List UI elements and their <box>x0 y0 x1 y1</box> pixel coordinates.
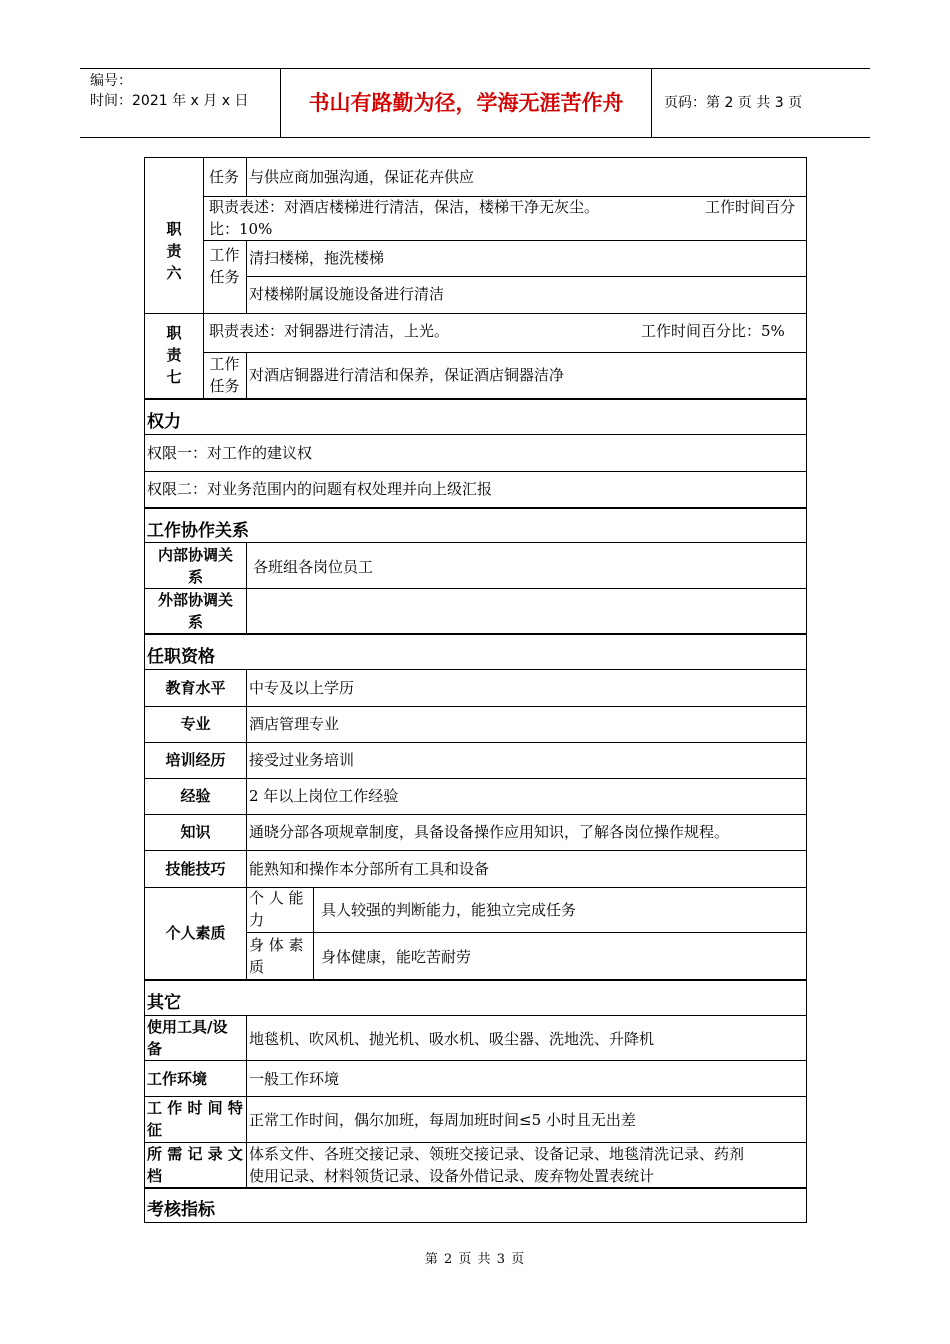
divider <box>246 276 806 277</box>
divider <box>313 887 314 980</box>
training-label: 培训经历 <box>165 751 226 769</box>
duty-six-task-1: 清扫楼梯，拖洗楼梯 <box>249 249 385 267</box>
education-value: 中专及以上学历 <box>249 679 355 697</box>
duty-six-task-2: 对楼梯附属设施设备进行清洁 <box>249 285 445 303</box>
work-time-value: 正常工作时间，偶尔加班，每周加班时间≤5 小时且无出差 <box>249 1111 636 1129</box>
physical-value: 身体健康，能吃苦耐劳 <box>321 948 472 966</box>
duty-six-desc: 职责表述：对酒店楼梯进行清洁，保洁，楼梯干净无灰尘。 <box>209 198 600 216</box>
divider <box>145 778 806 779</box>
experience-value: 2 年以上岗位工作经验 <box>249 787 399 805</box>
internal-coord-label: 内部协调关 系 <box>157 546 233 586</box>
qualification-title: 任职资格 <box>147 647 215 667</box>
divider <box>246 932 806 933</box>
duty-seven-task-1: 对酒店铜器进行清洁和保养，保证酒店铜器洁净 <box>249 366 565 384</box>
skills-value: 能熟知和操作本分部所有工具和设备 <box>249 860 490 878</box>
major-value: 酒店管理专业 <box>249 715 340 733</box>
assessment-title: 考核指标 <box>147 1200 215 1220</box>
divider <box>145 542 806 543</box>
divider <box>145 434 806 435</box>
divider <box>203 240 806 241</box>
authority-title: 权力 <box>147 412 181 432</box>
page-header <box>80 68 870 138</box>
divider <box>145 1187 806 1189</box>
divider <box>203 352 806 353</box>
duty-seven-label: 职 责 七 <box>166 324 182 386</box>
divider <box>145 507 806 509</box>
cooperation-title: 工作协作关系 <box>147 521 249 541</box>
divider <box>246 352 247 399</box>
training-value: 接受过业务培训 <box>249 751 355 769</box>
other-title: 其它 <box>147 993 181 1013</box>
divider <box>145 850 806 851</box>
duty-six-task-label: 工作 任务 <box>209 246 240 286</box>
external-coord-label: 外部协调关 系 <box>157 591 233 631</box>
divider <box>145 742 806 743</box>
header-motto: 书山有路勤为径，学海无涯苦作舟 <box>280 69 652 137</box>
internal-coord-value: 各班组各岗位员工 <box>253 558 374 576</box>
divider <box>246 158 247 196</box>
environment-label: 工作环境 <box>147 1070 208 1088</box>
duty-six-label: 职 责 六 <box>166 220 182 282</box>
experience-label: 经验 <box>180 787 211 805</box>
duty-seven-time: 工作时间百分比：5% <box>641 322 785 340</box>
tools-label: 使用工具/设 备 <box>147 1018 228 1058</box>
task-label: 任务 <box>209 168 240 186</box>
personal-quality-label: 个人素质 <box>165 924 226 942</box>
number-label: 编号： <box>90 73 132 89</box>
divider <box>145 706 806 707</box>
records-value: 体系文件、各班交接记录、领班交接记录、设备记录、地毯清洗记录、药剂 使用记录、材料领货记录、设备外借记录、废弃物处置表统计 <box>249 1145 745 1185</box>
header-left <box>80 69 280 137</box>
skills-label: 技能技巧 <box>165 860 226 878</box>
task-value: 与供应商加强沟通，保证花卉供应 <box>249 168 475 186</box>
knowledge-label: 知识 <box>180 823 211 841</box>
divider <box>145 669 806 670</box>
divider <box>145 979 806 981</box>
divider <box>246 1015 247 1188</box>
education-label: 教育水平 <box>165 679 226 697</box>
divider <box>145 1096 806 1097</box>
ability-value: 具人较强的判断能力，能独立完成任务 <box>321 901 577 919</box>
major-label: 专业 <box>180 715 211 733</box>
authority-item-2: 权限二：对业务范围内的问题有权处理并向上级汇报 <box>147 480 493 498</box>
divider <box>145 1015 806 1016</box>
divider <box>145 471 806 472</box>
physical-label: 身 体 素 质 <box>249 936 304 976</box>
knowledge-value: 通晓分部各项规章制度，具备设备操作应用知识，了解各岗位操作规程。 <box>249 823 730 841</box>
divider <box>145 313 806 314</box>
records-label: 所 需 记 录 文 档 <box>147 1145 243 1185</box>
divider <box>246 542 247 634</box>
duty-seven-task-label: 工作 任务 <box>209 355 240 395</box>
divider <box>145 398 806 400</box>
ability-label: 个 人 能 力 <box>249 889 304 929</box>
environment-value: 一般工作环境 <box>249 1070 340 1088</box>
tools-value: 地毯机、吹风机、抛光机、吸水机、吸尘器、洗地洗、升降机 <box>249 1030 655 1048</box>
work-time-label: 工 作 时 间 特 征 <box>147 1099 243 1139</box>
page-footer: 第 2 页 共 3 页 <box>424 1252 526 1267</box>
duty-seven-desc: 职责表述：对铜器进行清洁，上光。 <box>209 322 450 340</box>
job-description-form <box>144 157 807 1223</box>
authority-item-1: 权限一：对工作的建议权 <box>147 444 313 462</box>
divider <box>145 633 806 635</box>
duty-six-time-cont: 比：10% <box>209 220 273 238</box>
time-label: 时间：2021 年 x 月 x 日 <box>90 93 249 109</box>
divider <box>145 887 806 888</box>
divider <box>145 814 806 815</box>
divider <box>246 669 247 980</box>
duty-six-time: 工作时间百分 <box>705 198 796 216</box>
page-info: 页码：第 2 页 共 3 页 <box>664 95 803 111</box>
divider <box>145 1060 806 1061</box>
